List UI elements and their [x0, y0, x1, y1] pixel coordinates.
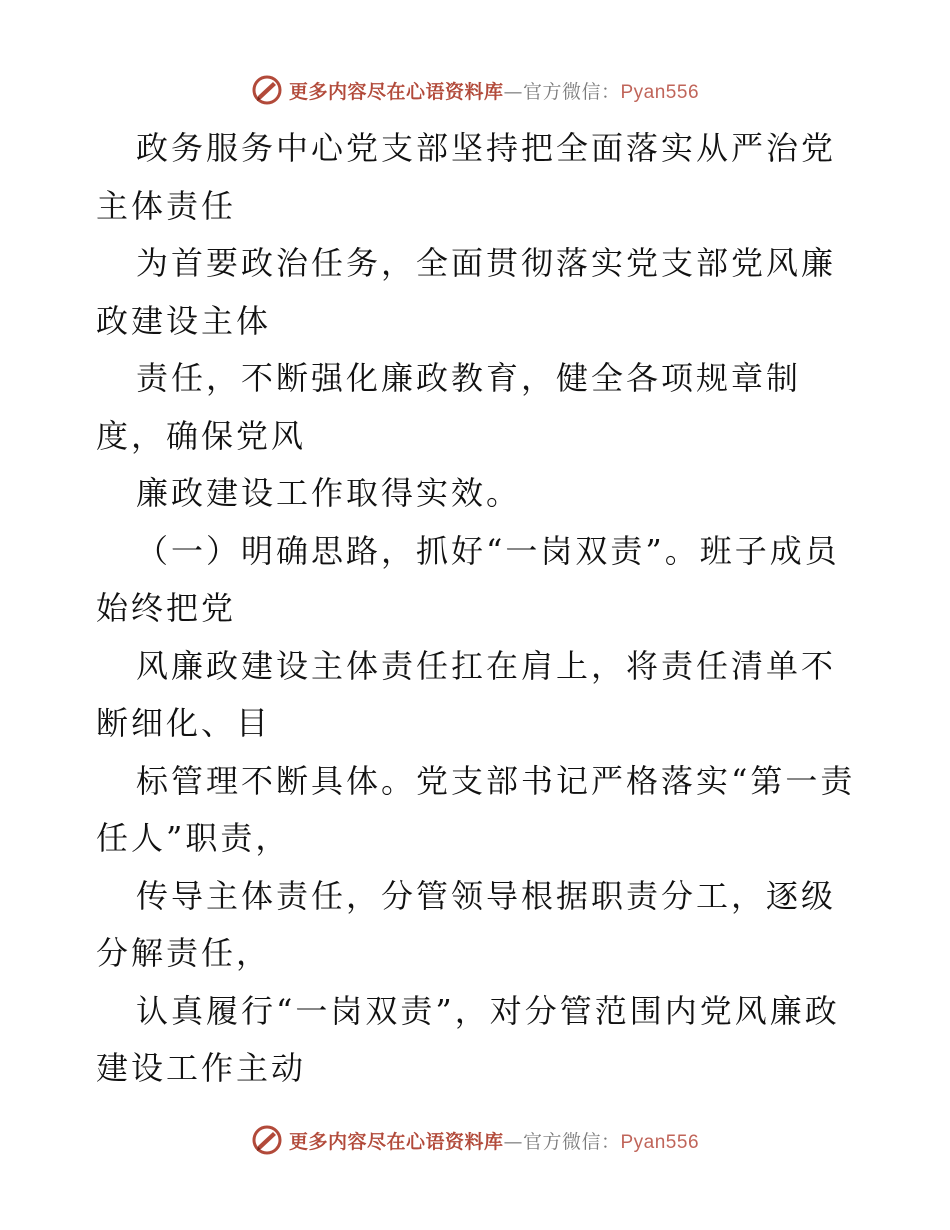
paragraph: （一）明确思路，抓好“一岗双责”。班子成员始终把党	[96, 531, 840, 627]
paragraph: 为首要政治任务，全面贯彻落实党支部党风廉政建设主体	[96, 244, 837, 340]
watermark-header	[0, 70, 950, 110]
brand-logo-icon	[251, 74, 283, 106]
paragraph: 廉政建设工作取得实效。	[136, 474, 522, 512]
watermark-official-label: 官方微信：	[522, 1130, 621, 1153]
paragraph: 传导主体责任，分管领导根据职责分工，逐级分解责任，	[96, 876, 837, 972]
watermark-wechat-id: Pyan556	[620, 1131, 700, 1153]
paragraph: 标管理不断具体。党支部书记严格落实“第一责任人”职责，	[96, 761, 856, 857]
watermark-separator: —	[503, 1130, 523, 1153]
paragraph: 认真履行“一岗双责”，对分管范围内党风廉政建设工作主动	[96, 991, 840, 1087]
watermark-main-text: 更多内容尽在心语资料库	[288, 80, 504, 103]
watermark-main-text: 更多内容尽在心语资料库	[288, 1130, 504, 1153]
paragraph: 责任，不断强化廉政教育，健全各项规章制度，确保党风	[96, 359, 802, 455]
brand-logo-icon	[251, 1124, 283, 1156]
paragraph: 风廉政建设主体责任扛在肩上，将责任清单不断细化、目	[96, 646, 837, 742]
watermark-wechat-id: Pyan556	[620, 81, 700, 103]
watermark-footer	[0, 1120, 950, 1160]
watermark-official-label: 官方微信：	[522, 80, 621, 103]
watermark-separator: —	[503, 80, 523, 103]
paragraph: 政务服务中心党支部坚持把全面落实从严治党主体责任	[96, 129, 837, 225]
document-body	[96, 120, 856, 1098]
